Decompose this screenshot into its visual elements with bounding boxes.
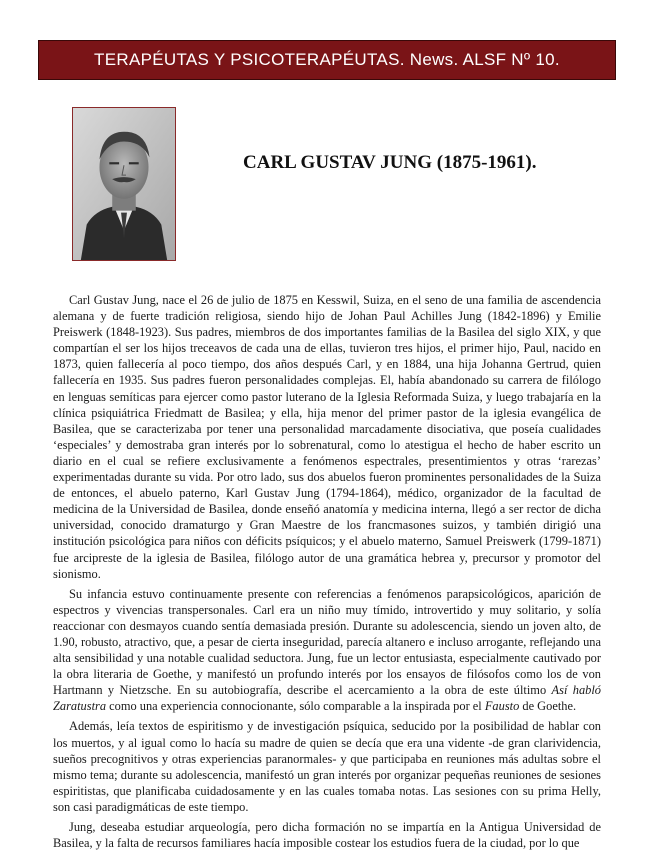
book-title: Así habló Zaratustra	[53, 683, 601, 714]
paragraph-text: como una experiencia connocionante, sólo comparable a la inspirada por el	[109, 699, 482, 714]
book-title: Fausto	[484, 699, 520, 714]
paragraph-text: de Goethe.	[522, 699, 577, 714]
header-banner-text: TERAPÉUTAS Y PSICOTERAPÉUTAS. News. ALSF Nº 10.	[94, 50, 560, 69]
portrait-photo-icon	[73, 108, 175, 260]
header-banner	[38, 40, 616, 80]
paragraph: Además, leía textos de espiritismo y de investigación psíquica, seducido por la posibilidad de hablar con los muertos, y al igual como lo hacía su madre de quien se decía que era una vidente -de gran clarividencia, sueños precognitivos y otras experiencias paranormales- y que participaba en reuniones más adultas sobre el mismo tema; durante su adolescencia, manifestó un gran interés por organizar pequeñas reuniones de sesiones espiritistas, que planificaba cuidadosamente y en las cuales tomaba notas. Las sesiones con su prima Helly, son casi paradigmáticas de este tiempo.	[53, 719, 601, 814]
paragraph: Carl Gustav Jung, nace el 26 de julio de 1875 en Kesswil, Suiza, en el seno de una familia de ascendencia alemana y de fuerte tradición religiosa, siendo hijo de Johan Paul Achilles Jung (1842-1896) y Emilie Preiswerk (1848-1923). Sus padres, miembros de dos importantes familias de la Basilea del siglo XIX, y que compartían el ser los hijos treceavos de cada una de ellas, tuvieron tres hijos, el primer hijo, Paul, nacido en 1873, quien fallecería al poco tiempo, dos años después Carl, y en 1884, una hija Johanna Gertrud, quien fallecería en 1935. Sus padres fueron personalidades complejas. El, había abandonado su carrera de filólogo en lenguas semíticas para ejercer como pastor luterano de la Iglesia Reformada Suiza, y luego trabajaría en la clínica psiquiátrica Friedmatt de Basilea; y ella, hija menor del primer pastor de la iglesia evangélica de Basilea, que se caracterizaba por tener una personalidad marcadamente disociativa, que poseía cualidades ‘especiales’ y demostraba gran interés por lo sobrenatural, como lo atestigua el hecho de haber escrito un diario en el cual se refiere exclusivamente a fenómenos espectrales, presentimientos y otras ‘rarezas’ experimentadas durante su vida. Por otro lado, sus dos abuelos fueron prominentes personalidades de la Suiza de entonces, el abuelo paterno, Karl Gustav Jung (1794-1864), médico, organizador de la facultad de medicina de la Universidad de Basilea, donde enseñó anatomía y medicina interna, llegó a ser rector de dicha universidad, conocido dramaturgo y Gran Maestre de los francmasones suizos, y también dirigió una institución psicológica para niños con déficits psíquicos; y el abuelo materno, Samuel Preiswerk (1799-1871) fue arcipreste de la iglesia de Basilea, filólogo autor de una gramática hebrea y, precursor y promotor del sionismo.	[53, 293, 601, 581]
portrait-photo	[72, 107, 176, 261]
article-title: CARL GUSTAV JUNG (1875-1961).	[243, 152, 537, 173]
article-body	[53, 292, 601, 855]
paragraph-text: Su infancia estuvo continuamente presente con referencias a fenómenos parapsicológicos, aparición de espectros y vivencias transpersonales. Carl era un niño muy tímido, introvertido y muy solitario, y solía reaccionar con desmayos cuando sentía demasiada presión. Durante su adolescencia, siendo un joven alto, de 1.90, robusto, atractivo, que, a pesar de cierta inseguridad, parecía altanero e incluso arrogante, reflejando una alta sensibilidad y una notable cualidad seductora. Jung, fue un lector entusiasta, especialmente cautivado por la obra literaria de Goethe, y manifestó un profundo interés por los ensayos de filósofos como los de von Hartmann y Nietzsche. En su autobiografía, describe el acercamiento a la obra de este último	[53, 586, 601, 698]
paragraph	[53, 586, 601, 715]
paragraph: Jung, deseaba estudiar arqueología, pero dicha formación no se impartía en la Antigua Universidad de Basilea, y la falta de recursos familiares hacía imposible costear los estudios fuera de la ciudad, por lo que	[53, 820, 601, 851]
